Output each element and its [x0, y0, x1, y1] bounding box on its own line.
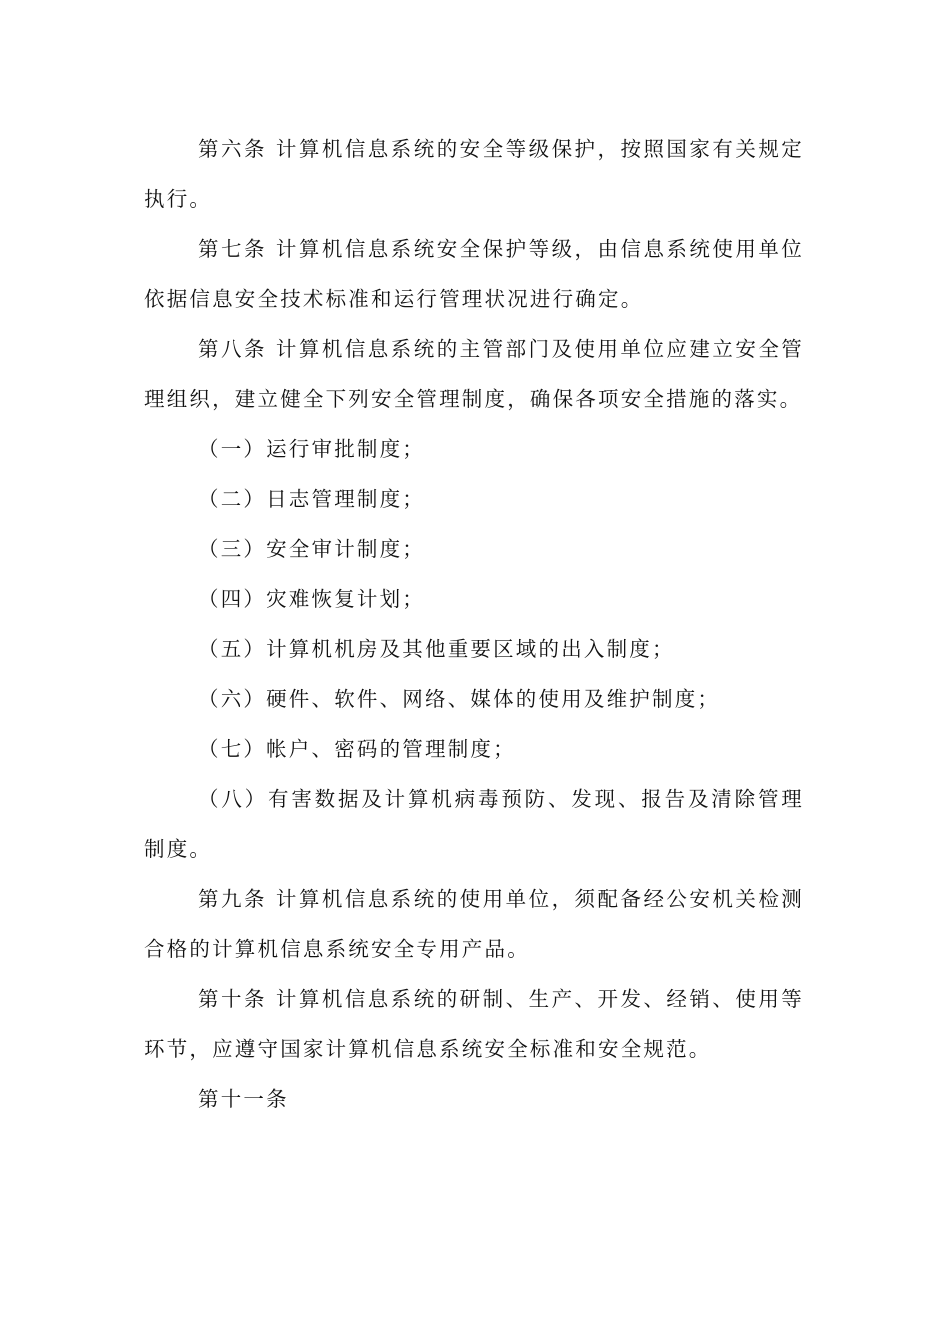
list-item: （八）有害数据及计算机病毒预防、发现、报告及清除管理制度。: [144, 787, 804, 861]
list-item: （七）帐户、密码的管理制度；: [198, 737, 516, 761]
list-item: （六）硬件、软件、网络、媒体的使用及维护制度；: [198, 687, 721, 711]
article-9: 第九条 计算机信息系统的使用单位，须配备经公安机关检测合格的计算机信息系统安全专用产品。: [144, 887, 804, 961]
article-6: 第六条 计算机信息系统的安全等级保护，按照国家有关规定执行。: [144, 137, 804, 211]
article-7: 第七条 计算机信息系统安全保护等级，由信息系统使用单位依据信息安全技术标准和运行管理状况进行确定。: [144, 237, 804, 311]
article-11-heading: 第十一条: [198, 1087, 289, 1111]
list-item: （一）运行审批制度；: [198, 437, 425, 461]
list-item: （二）日志管理制度；: [198, 487, 425, 511]
list-item: （四）灾难恢复计划；: [198, 587, 425, 611]
list-item: （三）安全审计制度；: [198, 537, 425, 561]
list-item: （五）计算机机房及其他重要区域的出入制度；: [198, 637, 675, 661]
document-body: [144, 124, 804, 1124]
article-8: 第八条 计算机信息系统的主管部门及使用单位应建立安全管理组织，建立健全下列安全管理制度，确保各项安全措施的落实。: [144, 337, 804, 411]
article-10: 第十条 计算机信息系统的研制、生产、开发、经销、使用等环节，应遵守国家计算机信息系统安全标准和安全规范。: [144, 987, 804, 1061]
